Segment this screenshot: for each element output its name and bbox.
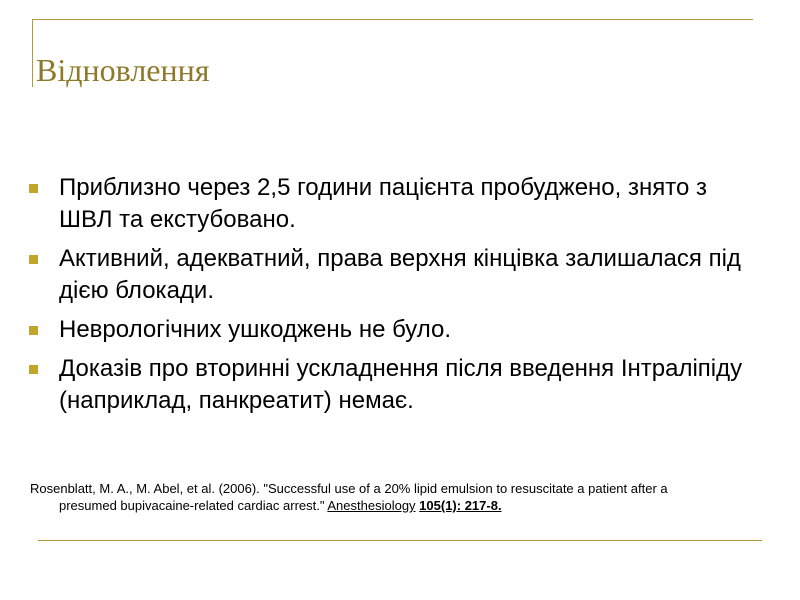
bullet-text: Неврологічних ушкоджень не було.: [59, 316, 452, 343]
square-bullet-icon: [29, 326, 38, 335]
reference-line-1: Rosenblatt, M. A., M. Abel, et al. (2006). "Successful use of a 20% lipid emulsion to resuscitate a patient after a: [30, 481, 668, 496]
bullet-text: Приблизно через 2,5 години пацієнта пробуджено, знято з ШВЛ та екстубовано.: [59, 174, 707, 233]
bullet-item: [26, 314, 766, 346]
bullet-item: [26, 353, 766, 417]
reference-volume-link[interactable]: 105(1): 217-8.: [419, 498, 502, 513]
bullet-item: [26, 172, 766, 236]
reference-text: presumed bupivacaine-related cardiac arrest.": [59, 498, 328, 513]
bullet-item: [26, 243, 766, 307]
frame-left-line: [32, 19, 33, 87]
reference-line-2: [30, 497, 760, 514]
reference-citation: [30, 480, 760, 514]
square-bullet-icon: [29, 365, 38, 374]
square-bullet-icon: [29, 255, 38, 264]
frame-bottom-line: [38, 540, 762, 541]
frame-top-line: [32, 19, 753, 20]
bullet-list: [26, 172, 766, 424]
bullet-text: Активний, адекватний, права верхня кінцівка залишалася під дією блокади.: [59, 245, 741, 304]
slide-title: Відновлення: [36, 52, 210, 88]
reference-journal-link[interactable]: Anesthesiology: [327, 498, 416, 513]
bullet-text: Доказів про вторинні ускладнення після введення Інтраліпіду (наприклад, панкреатит) немає.: [59, 355, 743, 414]
square-bullet-icon: [29, 184, 38, 193]
